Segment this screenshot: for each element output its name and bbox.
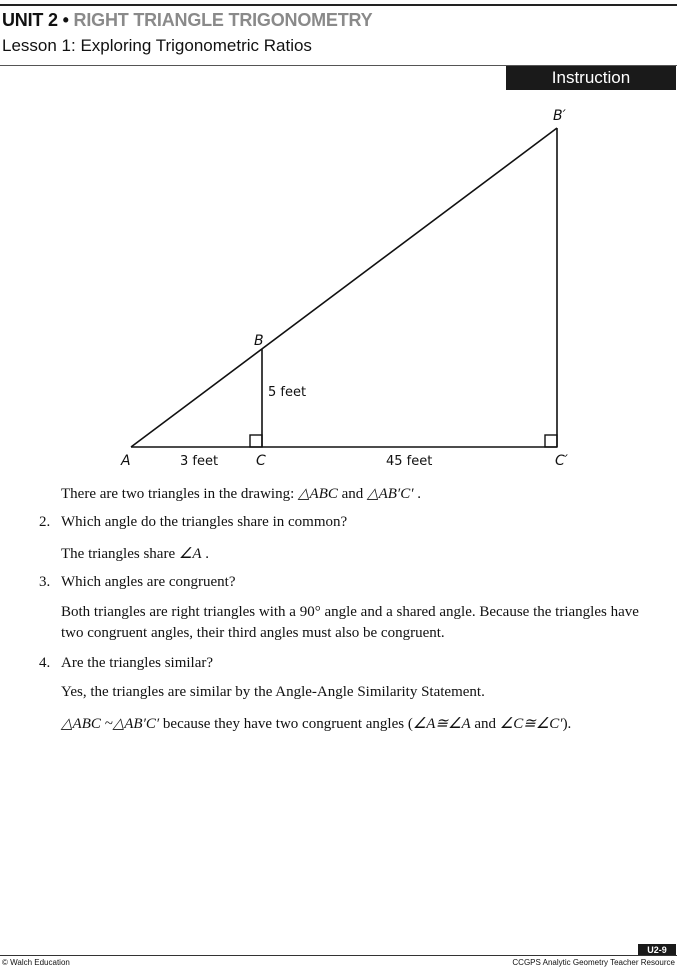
vertex-label-A: A [121,453,131,469]
similarity-statement: △ABC ~△AB′C′ [61,716,160,732]
answer-4-line-2: △ABC ~△AB′C′ because they have two congruent angles (∠A≅∠A and ∠C≅∠C′). [61,716,572,732]
vertex-label-B: B [254,333,264,349]
page-number-badge: U2-9 [638,944,676,956]
unit-heading [2,10,372,31]
triangle-ABC: △ABC [298,486,338,502]
unit-bullet: • [62,10,69,30]
footer-book-title: CCGPS Analytic Geometry Teacher Resource [512,958,675,967]
side-label-CC-prime: 45 feet [386,454,433,469]
intro-line: There are two triangles in the drawing: △ABC and △AB′C′ . [61,486,421,502]
question-3-text: Which angles are congruent? [61,574,236,590]
footer-publisher: © Walch Education [2,958,70,967]
lesson-title: Lesson 1: Exploring Trigonometric Ratios [2,36,312,55]
answer-2: The triangles share ∠A . [61,546,209,562]
question-2-number: 2. [39,514,51,530]
question-3-number: 3. [39,574,51,590]
footer-divider [0,955,677,956]
congruence-C: ∠C≅∠C′ [499,716,563,732]
angle-A: ∠A [178,546,202,562]
top-border [0,4,677,6]
triangle-AB-prime-C-prime: △AB′C′ [367,486,414,502]
right-angle-marker-C-prime [545,435,557,447]
answer-4-line-1: Yes, the triangles are similar by the Angle-Angle Similarity Statement. [61,684,485,700]
instruction-tab: Instruction [506,66,676,90]
question-4-text: Are the triangles similar? [61,655,214,671]
question-2-text: Which angle do the triangles share in common? [61,514,348,530]
vertex-label-C: C [256,453,266,469]
vertex-label-C-prime: C′ [555,453,568,469]
congruence-A: ∠A≅∠A [412,716,471,732]
side-label-AC: 3 feet [180,454,219,469]
unit-number: UNIT 2 [2,10,58,30]
hypotenuse-AB-prime [131,128,557,447]
question-4-number: 4. [39,655,51,671]
side-label-BC: 5 feet [268,385,307,400]
vertex-label-B-prime: B′ [553,108,566,124]
answer-3-line-2: two congruent angles, their third angles must also be congruent. [61,625,445,641]
unit-subject: RIGHT TRIANGLE TRIGONOMETRY [73,10,373,30]
right-angle-marker-C [250,435,262,447]
similar-triangles-figure [0,95,677,480]
answer-3-line-1: Both triangles are right triangles with a 90° angle and a shared angle. Because the triangles have [61,604,639,620]
